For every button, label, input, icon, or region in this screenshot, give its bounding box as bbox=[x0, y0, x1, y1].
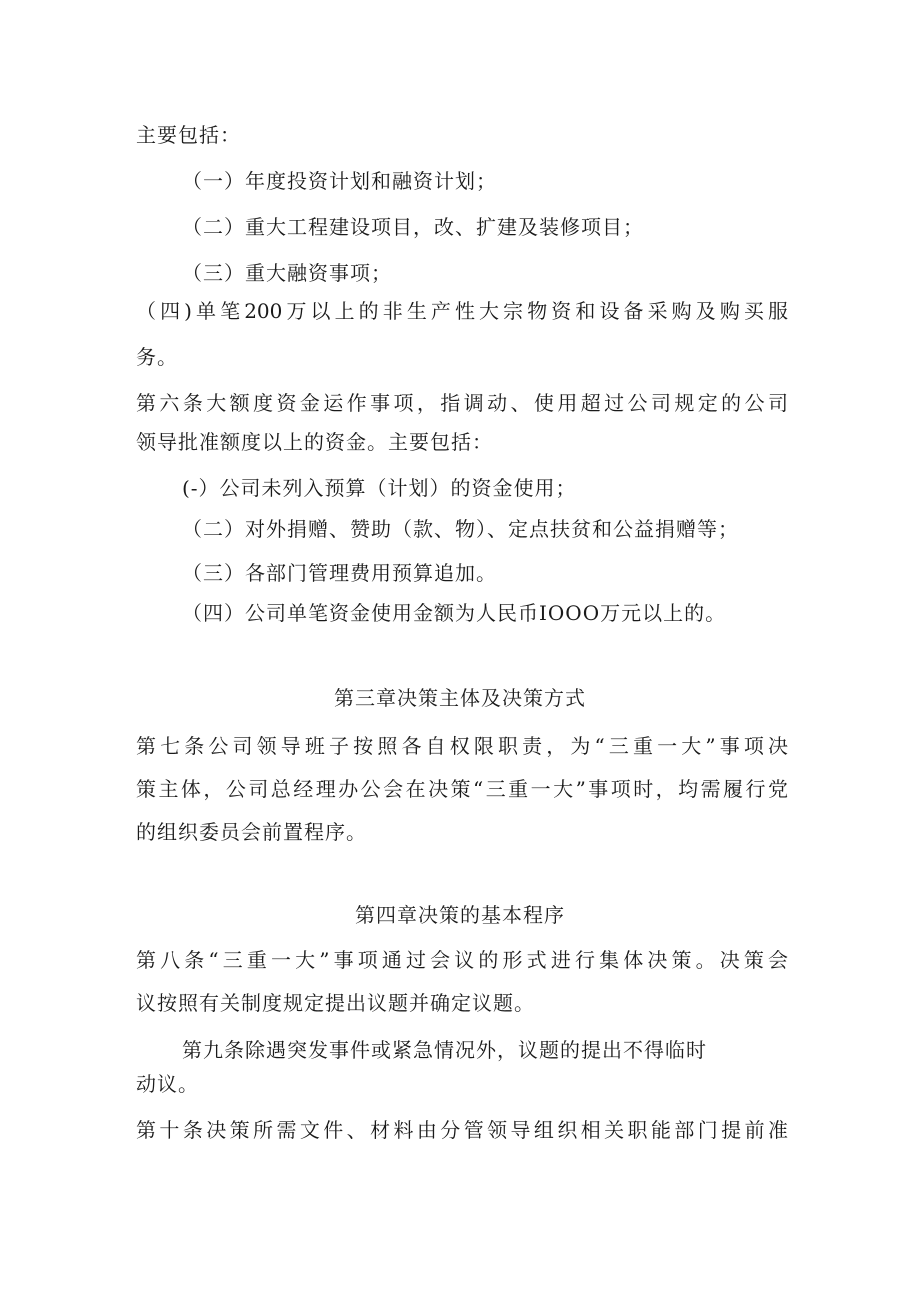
chapter-three-heading: 第三章决策主体及决策方式 bbox=[334, 686, 586, 710]
list-item: （三）各部门管理费用预算追加。 bbox=[182, 561, 497, 585]
article-ten: 第十条决策所需文件、材料由分管领导组织相关职能部门提前准 bbox=[136, 1118, 788, 1142]
list-item: （三）重大融资事项； bbox=[182, 261, 392, 285]
text-line: 的组织委员会前置程序。 bbox=[136, 820, 367, 844]
article-eight: 第八条“三重一大”事项通过会议的形式进行集体决策。决策会 bbox=[136, 948, 788, 972]
text-line: 议按照有关制度规定提出议题并确定议题。 bbox=[136, 991, 535, 1015]
text-line: 动议。 bbox=[136, 1072, 199, 1096]
list-item: （一）年度投资计划和融资计划； bbox=[182, 169, 497, 193]
text-line: 主要包括： bbox=[136, 123, 241, 147]
list-item: （二）重大工程建设项目，改、扩建及装修项目； bbox=[182, 215, 644, 239]
text-line: 策主体，公司总经理办公会在决策“三重一大”事项时，均需履行党 bbox=[136, 777, 788, 801]
text-line: 领导批准额度以上的资金。主要包括： bbox=[136, 430, 493, 454]
article-nine: 第九条除遇突发事件或紧急情况外，议题的提出不得临时 bbox=[182, 1038, 707, 1062]
list-item: （四)单笔200万以上的非生产性大宗物资和设备采购及购买服 bbox=[136, 299, 788, 323]
list-item: (-）公司未列入预算（计划）的资金使用； bbox=[182, 476, 577, 500]
article-six: 第六条大额度资金运作事项，指调动、使用超过公司规定的公司 bbox=[136, 391, 788, 415]
list-item: （四）公司单笔资金使用金额为人民币IOOO万元以上的。 bbox=[182, 601, 727, 625]
chapter-four-heading: 第四章决策的基本程序 bbox=[355, 903, 565, 927]
text-line: 务。 bbox=[136, 345, 178, 369]
article-seven: 第七条公司领导班子按照各自权限职责，为“三重一大”事项决 bbox=[136, 734, 788, 758]
list-item: （二）对外捐赠、赞助（款、物）、定点扶贫和公益捐赠等； bbox=[182, 517, 739, 541]
